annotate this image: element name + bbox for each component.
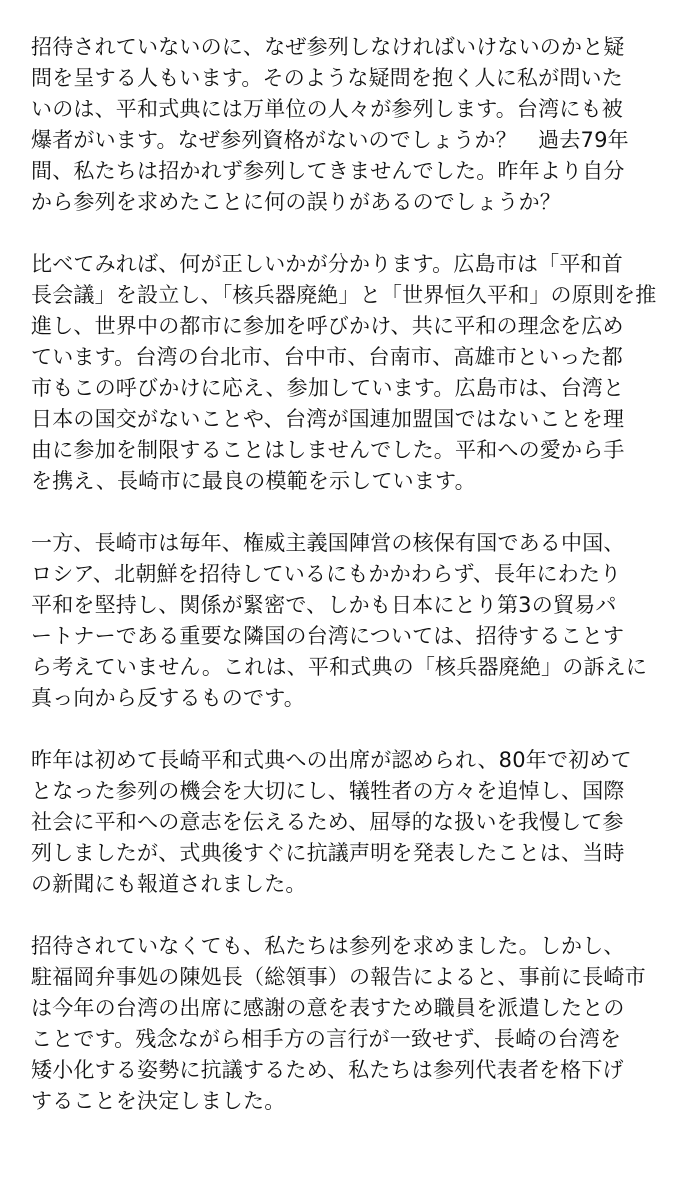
paragraph-line: 進し、世界中の都市に参加を呼びかけ、共に平和の理念を広め	[31, 314, 624, 338]
paragraph-4	[31, 745, 646, 900]
paragraph-line: 真っ向から反するものです。	[31, 686, 305, 710]
paragraph-line: 問を呈する人もいます。そのような疑問を抱く人に私が問いた	[31, 66, 623, 90]
paragraph-line: 矮小化する姿勢に抗議するため、私たちは参列代表者を格下げ	[31, 1058, 624, 1082]
paragraph-2	[31, 249, 657, 497]
paragraph-line: 招待されていないのに、なぜ参列しなければいけないのかと疑	[31, 35, 625, 59]
paragraph-line: 一方、長崎市は毎年、権威主義国陣営の核保有国である中国、	[31, 531, 625, 555]
paragraph-line: 列しましたが、式典後すぐに抗議声明を発表したことは、当時	[31, 841, 625, 865]
paragraph-line: を携え、長崎市に最良の模範を示しています。	[31, 469, 476, 493]
paragraph-5	[31, 931, 646, 1117]
paragraph-line: となった参列の機会を大切にし、犠牲者の方々を追悼し、国際	[31, 779, 625, 803]
paragraph-line: から参列を求めたことに何の誤りがあるのでしょうか？	[31, 190, 561, 214]
paragraph-line: 平和を堅持し、関係が緊密で、しかも日本にとり第3の貿易パ	[31, 593, 617, 617]
paragraph-line: 長会議」を設立し、「核兵器廃絶」と「世界恒久平和」の原則を推	[31, 283, 657, 307]
paragraph-line: 招待されていなくても、私たちは参列を求めました。しかし、	[31, 934, 625, 958]
paragraph-line: ら考えていません。これは、平和式典の「核兵器廃絶」の訴えに	[31, 655, 648, 679]
paragraph-line: ことです。残念ながら相手方の言行が一致せず、長崎の台湾を	[31, 1027, 622, 1051]
paragraph-line: 比べてみれば、何が正しいかが分かります。広島市は「平和首	[31, 252, 623, 276]
paragraph-line: いのは、平和式典には万単位の人々が参列します。台湾にも被	[31, 97, 623, 121]
paragraph-line: 日本の国交がないことや、台湾が国連加盟国ではないことを理	[31, 407, 625, 431]
paragraph-line: の新聞にも報道されました。	[31, 872, 307, 896]
paragraph-line: 由に参加を制限することはしませんでした。平和への愛から手	[31, 438, 625, 462]
paragraph-line: 市もこの呼びかけに応え、参加しています。広島市は、台湾と	[31, 376, 625, 400]
paragraph-line: ています。台湾の台北市、台中市、台南市、高雄市といった都	[31, 345, 623, 369]
paragraph-line: することを決定しました。	[31, 1089, 286, 1113]
paragraph-line: ートナーである重要な隣国の台湾については、招待することす	[31, 624, 625, 648]
paragraph-line: 間、私たちは招かれず参列してきませんでした。昨年より自分	[31, 159, 625, 183]
paragraph-line: は今年の台湾の出席に感謝の意を表すため職員を派遣したとの	[31, 996, 625, 1020]
paragraph-3	[31, 528, 646, 714]
paragraph-line: 駐福岡弁事処の陳処長（総領事）の報告によると、事前に長崎市	[31, 965, 646, 989]
paragraph-line: 爆者がいます。なぜ参列資格がないのでしょうか？ 過去79年	[31, 128, 629, 152]
paragraph-line: 昨年は初めて長崎平和式典への出席が認められ、80年で初めて	[31, 748, 632, 772]
paragraph-line: ロシア、北朝鮮を招待しているにもかかわらず、長年にわたり	[31, 562, 622, 586]
paragraph-1	[31, 32, 646, 218]
paragraph-line: 社会に平和への意志を伝えるため、屈辱的な扱いを我慢して参	[31, 810, 624, 834]
